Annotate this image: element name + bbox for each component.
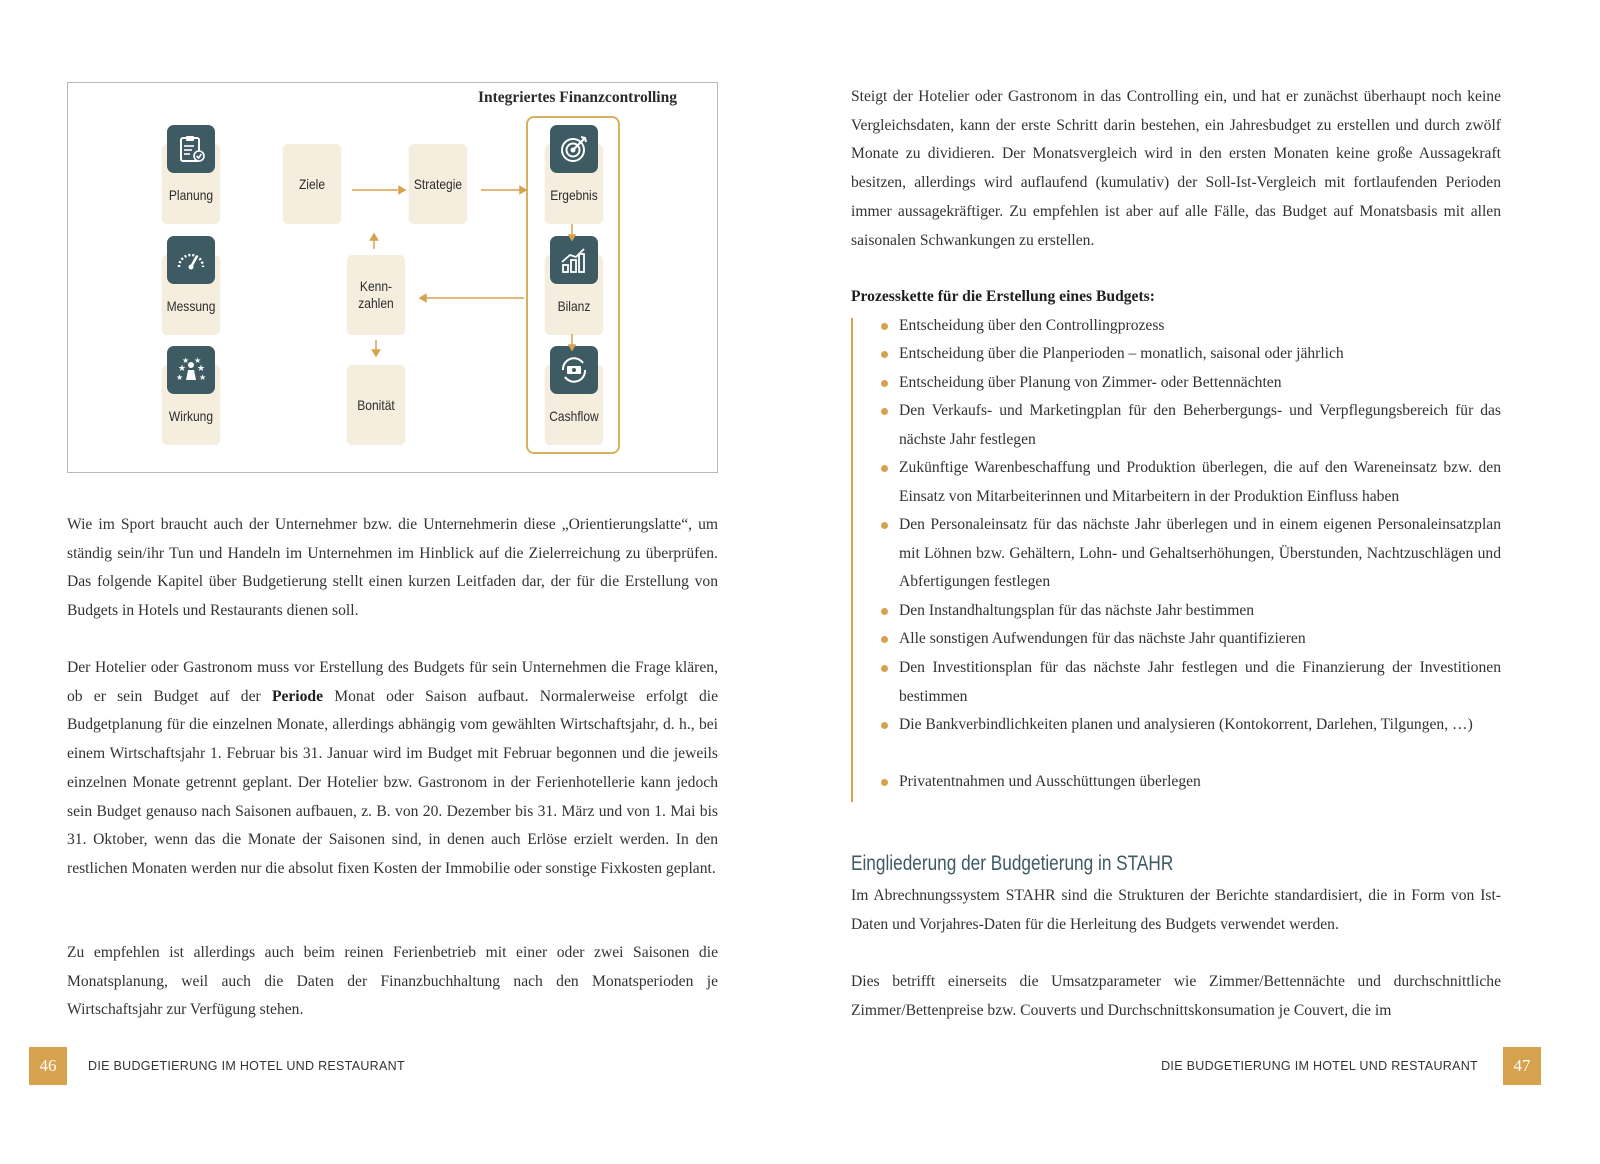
- process-list-rule: [851, 318, 853, 802]
- right-paragraph-2: [851, 882, 1501, 939]
- bullet-dot-icon: [881, 665, 888, 672]
- right-paragraph-3-text: Dies betrifft einerseits die Umsatzparameter wie Zimmer/Bettennächte und durchschnittliche Zimmer/Bettenpreise bzw. Couverts und Durchschnittskonsumation je Couvert, die im: [851, 973, 1501, 1019]
- left-paragraph-3: [67, 939, 718, 1025]
- right-page-number: 47: [1503, 1047, 1541, 1085]
- bullet-dot-icon: [881, 636, 888, 643]
- svg-text:★: ★: [199, 373, 207, 382]
- list-item-text: Die Bankverbindlichkeiten planen und analysieren (Kontokorrent, Darlehen, Tilgungen, …): [899, 716, 1473, 733]
- right-paragraph-2-text: Im Abrechnungssystem STAHR sind die Strukturen der Berichte standardisiert, die in Form von Ist-Daten und Vorjahres-Daten für die Herleitung des Budgets verwendet werden.: [851, 887, 1501, 933]
- list-item: [899, 768, 1501, 797]
- process-list-title: Prozesskette für die Erstellung eines Budgets:: [851, 288, 1155, 305]
- right-running-title: DIE BUDGETIERUNG IM HOTEL UND RESTAURANT: [1161, 1059, 1478, 1073]
- left-paragraph-3-text: Zu empfehlen ist allerdings auch beim reinen Ferienbetrieb mit einer oder zwei Saisonen die Monatsplanung, weil auch die Daten der Finanzbuchhaltung nach den Monatsperioden je Wirtschaftsjahr zur Verfügung stehen.: [67, 944, 718, 1019]
- box-kennzahlen-label-2: zahlen: [358, 295, 394, 311]
- list-item: [899, 397, 1501, 454]
- left-running-title: DIE BUDGETIERUNG IM HOTEL UND RESTAURANT: [88, 1059, 405, 1073]
- bullet-dot-icon: [881, 408, 888, 415]
- bullet-dot-icon: [881, 380, 888, 387]
- right-paragraph-3: [851, 968, 1501, 1025]
- left-paragraph-1: [67, 511, 718, 626]
- bullet-dot-icon: [881, 351, 888, 358]
- box-bonitaet-label: Bonität: [357, 396, 395, 413]
- list-item-text: Entscheidung über die Planperioden – monatlich, saisonal oder jährlich: [899, 345, 1344, 362]
- box-strategie-label: Strategie: [413, 175, 463, 192]
- list-item-text: Den Verkaufs- und Marketingplan für den Beherbergungs- und Verpflegungsbereich für das nächste Jahr festlegen: [899, 402, 1501, 448]
- list-item-text: Alle sonstigen Aufwendungen für das nächste Jahr quantifizieren: [899, 630, 1306, 647]
- list-item-text: Den Investitionsplan für das nächste Jahr festlegen und die Finanzierung der Investitionen bestimmen: [899, 659, 1501, 705]
- left-page-number: 46: [29, 1047, 67, 1085]
- svg-text:★: ★: [197, 363, 206, 373]
- right-paragraph-1-text: Steigt der Hotelier oder Gastronom in das Controlling ein, und hat er zunächst überhaupt noch keine Vergleichsdaten, kann der erste Schritt darin bestehen, ein Jahresbudget zu erstellen und durch zwölf Monate zu dividieren. Der Monatsvergleich wird in den ersten Monaten keine große Aussagekraft besitzen, allerdings wird auflaufend (kumulativ) der Soll-Ist-Vergleich mit fortlaufenden Perioden immer aussagekräftiger. Zu empfehlen ist aber auf alle Fälle, das Budget auf Monatsbasis mit allen saisonalen Schwankungen zu erstellen.: [851, 88, 1501, 249]
- svg-text:★: ★: [182, 356, 190, 365]
- box-wirkung-label: Wirkung: [168, 408, 214, 424]
- svg-text:★: ★: [178, 363, 187, 373]
- list-item: [899, 711, 1501, 740]
- diagram-title: Integriertes Finanzcontrolling: [477, 89, 677, 106]
- box-kennzahlen-label-1: Kenn-: [359, 278, 393, 294]
- list-item-text: Entscheidung über Planung von Zimmer- oder Bettennächten: [899, 374, 1282, 391]
- box-ziele-label: Ziele: [298, 175, 326, 192]
- list-item: [899, 312, 1501, 341]
- list-item: [899, 654, 1501, 711]
- box-ergebnis-label: Ergebnis: [550, 187, 598, 203]
- bullet-dot-icon: [881, 779, 888, 786]
- list-item: [899, 625, 1501, 654]
- diagram-arrows: [68, 83, 719, 474]
- list-item: [899, 369, 1501, 398]
- left-paragraph-1-text: Wie im Sport braucht auch der Unternehmer bzw. die Unternehmerin diese „Orientierungslatte“, um ständig sein/ihr Tun und Handeln im Unternehmen im Hinblick auf die Zielerreichung zu überprüfen. Das folgende Kapitel über Budgetierung stellt einen kurzen Leitfaden dar, der für die Erstellung von Budgets in Hotels und Restaurants dienen soll.: [67, 516, 718, 620]
- left-paragraph-2-part-b: Monat oder Saison aufbaut. Normalerweise erfolgt die Budgetplanung für die einzelnen Monate, allerdings abhängig vom gewählten Wirtschaftsjahr, d. h., bei einem Wirtschaftsjahr 1. Februar bis 31. Januar wird im Budget mit Februar begonnen und die jeweils einzelnen Monate getrennt geplant. Der Hotelier bzw. Gastronom in der Ferienhotellerie kann jedoch sein Budget genauso nach Saisonen aufbauen, z. B. von 20. Dezember bis 31. März und von 1. Mai bis 31. Oktober, wenn das die Monate der Saisonen sind, in denen auch Erlöse erzielt werden. In den restlichen Monaten werden nur die absolut fixen Kosten der Immobilie oder sonstige Fixkosten geplant.: [67, 687, 719, 877]
- box-bilanz-label: Bilanz: [557, 298, 591, 314]
- bullet-dot-icon: [881, 722, 888, 729]
- bullet-dot-icon: [881, 608, 888, 615]
- box-planung-label: Planung: [168, 187, 214, 203]
- list-item-text: Privatentnahmen und Ausschüttungen überlegen: [899, 773, 1201, 790]
- list-item: [899, 454, 1501, 511]
- section-heading: Eingliederung der Budgetierung in STAHR: [851, 852, 1174, 875]
- bullet-dot-icon: [881, 522, 888, 529]
- box-cashflow-label: Cashflow: [549, 408, 599, 424]
- left-paragraph-2-text: [67, 654, 718, 884]
- right-paragraph-1: [851, 83, 1501, 255]
- list-item-text: Den Instandhaltungsplan für das nächste Jahr bestimmen: [899, 602, 1255, 619]
- box-messung-label: Messung: [166, 298, 216, 314]
- svg-text:★: ★: [176, 373, 184, 382]
- left-paragraph-2-part-a: Der Hotelier oder Gastronom muss vor Erstellung des Budgets für sein Unternehmen die Frage klären, ob er sein Budget auf der: [67, 659, 718, 705]
- svg-text:★: ★: [194, 356, 202, 365]
- finance-controlling-diagram: [67, 82, 718, 473]
- bullet-dot-icon: [881, 465, 888, 472]
- list-item-text: Entscheidung über den Controllingprozess: [899, 317, 1165, 334]
- left-paragraph-2: [67, 654, 718, 884]
- list-item: [899, 340, 1501, 369]
- list-item: [899, 511, 1501, 597]
- list-item: [899, 597, 1501, 626]
- left-paragraph-2-bold: Periode: [271, 687, 324, 705]
- list-item-text: Den Personaleinsatz für das nächste Jahr überlegen und in einem eigenen Personaleinsatzplan mit Löhnen bzw. Gehältern, Lohn- und Gehaltserhöhungen, Überstunden, Nachtzuschlägen und Abfertigungen festlegen: [899, 516, 1501, 591]
- list-item-text: Zukünftige Warenbeschaffung und Produktion überlegen, die auf den Wareneinsatz bzw. den Einsatz von Mitarbeiterinnen und Mitarbeitern in der Produktion Einfluss haben: [899, 459, 1501, 505]
- bullet-dot-icon: [881, 323, 888, 330]
